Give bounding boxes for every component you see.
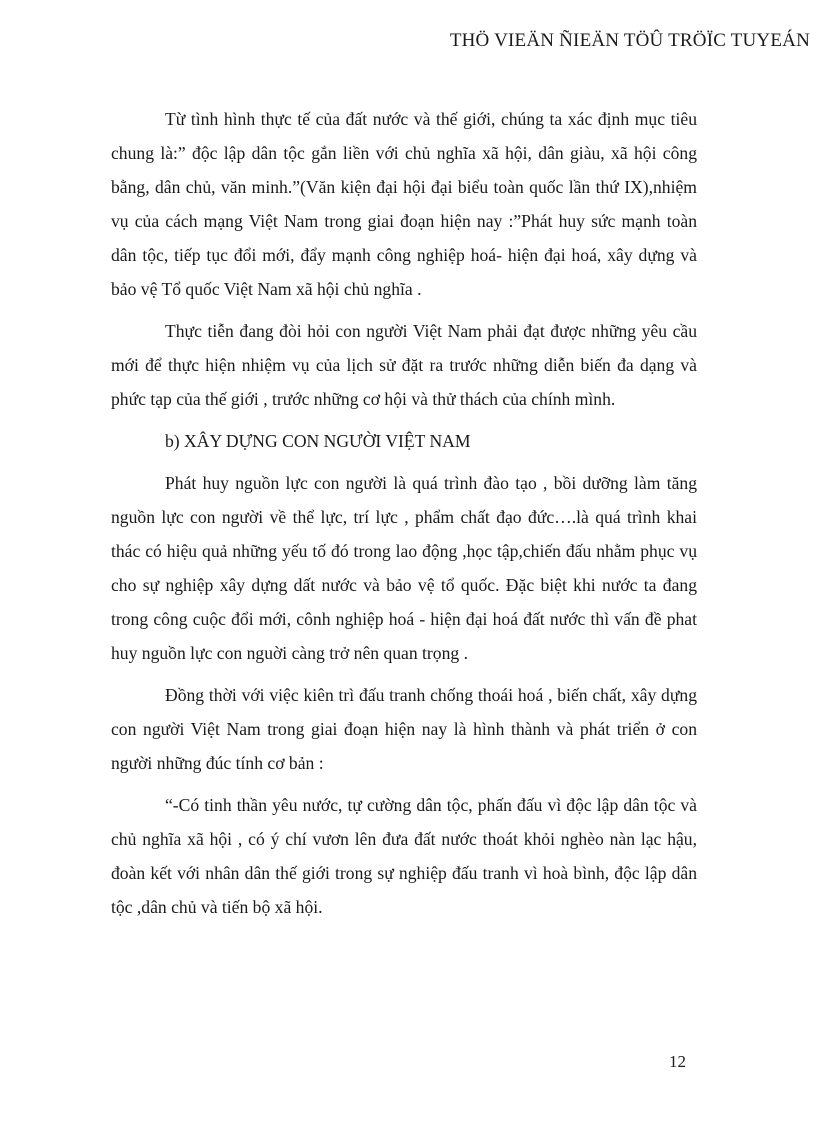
paragraph-human-resources: Phát huy nguồn lực con người là quá trình đào tạo , bồi dưỡng làm tăng nguồn lực con người về thể lực, trí lực , phẩm chất đạo đức….là quá trình khai thác có hiệu quả những yếu tố đó trong lao động ,học tập,chiến đấu nhằm phục vụ cho sự nghiệp xây dựng dất nước và bảo vệ tổ quốc. Đặc biệt khi nước ta đang trong công cuộc đổi mới, cônh nghiệp hoá - hiện đại hoá đất nước thì vấn đề phat huy nguồn lực con nguời càng trở nên quan trọng . [111,473,697,663]
document-body [111,102,697,932]
page-number: 12 [669,1052,686,1071]
section-heading: b) XÂY DỰNG CON NGƯỜI VIỆT NAM [165,431,471,451]
paragraph-goals: Từ tình hình thực tế của đất nước và thế giới, chúng ta xác định mục tiêu chung là:” độc lập dân tộc gắn liền với chủ nghĩa xã hội, dân giàu, xã hội công bằng, dân chủ, văn minh.”(Văn kiện đại hội đại biểu toàn quốc lần thứ IX),nhiệm vụ của cách mạng Việt Nam trong giai đoạn hiện nay :”Phát huy sức mạnh toàn dân tộc, tiếp tục đổi mới, đẩy mạnh công nghiệp hoá- hiện đại hoá, xây dựng và bảo vệ Tổ quốc Việt Nam xã hội chủ nghĩa . [111,109,697,299]
paragraph-requirements: Thực tiễn đang đòi hỏi con người Việt Nam phải đạt được những yêu cầu mới để thực hiện nhiệm vụ của lịch sử đặt ra trước những diễn biến đa dạng và phức tạp của thế giới , trước những cơ hội và thử thách của chính mình. [111,321,697,409]
page-header: THÖ VIEÄN ÑIEÄN TÖÛ TRÖÏC TUYEÁN [449,30,810,51]
paragraph-basic-qualities: Đồng thời với việc kiên trì đấu tranh chống thoái hoá , biến chất, xây dựng con người Việt Nam trong giai đoạn hiện nay là hình thành và phát triển ở con người những đúc tính cơ bản : [111,685,697,773]
paragraph-quote: “-Có tinh thần yêu nước, tự cường dân tộc, phấn đấu vì độc lập dân tộc và chủ nghĩa xã hội , có ý chí vươn lên đưa đất nước thoát khỏi nghèo nàn lạc hậu, đoàn kết với nhân dân thế giới trong sự nghiệp đấu tranh vì hoà bình, độc lập dân tộc ,dân chủ và tiến bộ xã hội. [111,795,697,917]
